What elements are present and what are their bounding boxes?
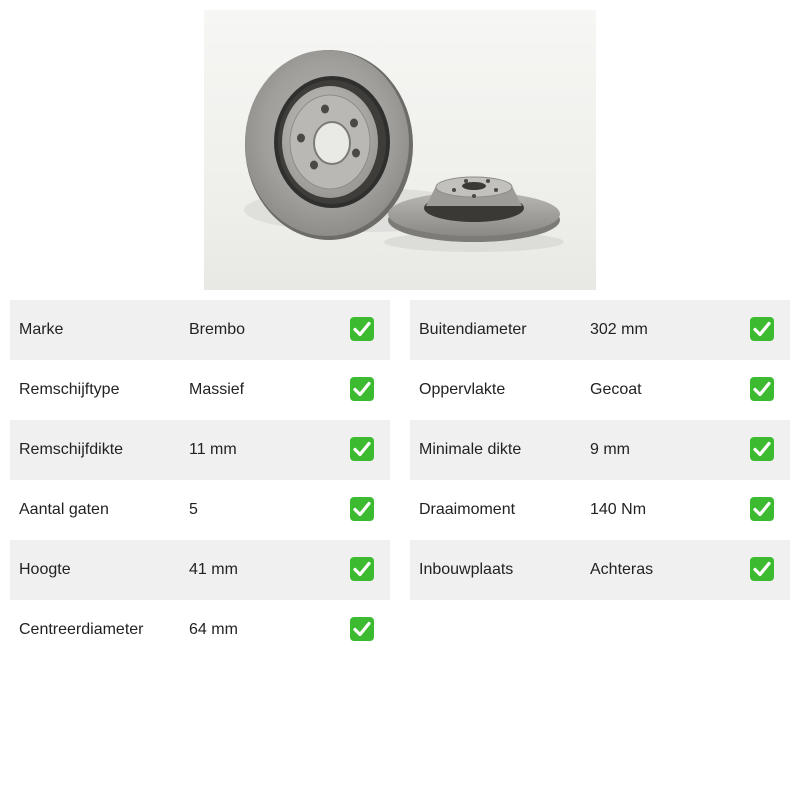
spec-row-buitendiameter <box>410 300 790 360</box>
spec-row-centreerdiameter <box>10 600 390 660</box>
spec-value: Massief <box>189 381 245 398</box>
spec-label: Aantal gaten <box>19 501 109 518</box>
spec-value: 302 mm <box>590 321 648 338</box>
spec-value: 5 <box>189 501 198 518</box>
spec-value: 41 mm <box>189 561 238 578</box>
check-icon <box>749 556 775 582</box>
spec-row-inbouwplaats <box>410 540 790 600</box>
check-icon <box>349 616 375 642</box>
spec-value: 140 Nm <box>590 501 647 518</box>
spec-label: Remschijftype <box>19 381 120 398</box>
spec-value: Gecoat <box>590 381 642 398</box>
check-icon <box>349 496 375 522</box>
spec-row-oppervlakte <box>410 360 790 420</box>
spec-row-minimale-dikte <box>410 420 790 480</box>
spec-value: Brembo <box>189 321 246 338</box>
spec-label: Oppervlakte <box>419 381 506 398</box>
check-icon <box>749 376 775 402</box>
spec-label: Buitendiameter <box>419 321 527 338</box>
spec-row-remschijftype <box>10 360 390 420</box>
spec-row-marke <box>10 300 390 360</box>
spec-row-hoogte <box>10 540 390 600</box>
check-icon <box>749 436 775 462</box>
check-icon <box>349 316 375 342</box>
product-image <box>204 10 596 290</box>
spec-label: Inbouwplaats <box>419 561 514 578</box>
check-icon <box>349 376 375 402</box>
spec-label: Minimale dikte <box>419 441 522 458</box>
spec-row-aantal-gaten <box>10 480 390 540</box>
spec-label: Centreerdiameter <box>19 621 144 638</box>
spec-value: Achteras <box>590 561 654 578</box>
brake-disc-photo <box>204 10 596 290</box>
spec-value: 11 mm <box>189 441 237 458</box>
spec-row-draaimoment <box>410 480 790 540</box>
spec-value: 64 mm <box>189 621 238 638</box>
check-icon <box>349 556 375 582</box>
spec-label: Marke <box>19 321 64 338</box>
spec-table-left <box>10 300 390 660</box>
check-icon <box>749 496 775 522</box>
spec-table-right <box>410 300 790 600</box>
spec-label: Hoogte <box>19 561 71 578</box>
spec-label: Draaimoment <box>419 501 516 518</box>
check-icon <box>749 316 775 342</box>
spec-label: Remschijfdikte <box>19 441 124 458</box>
check-icon <box>349 436 375 462</box>
spec-row-remschijfdikte <box>10 420 390 480</box>
spec-value: 9 mm <box>590 441 630 458</box>
